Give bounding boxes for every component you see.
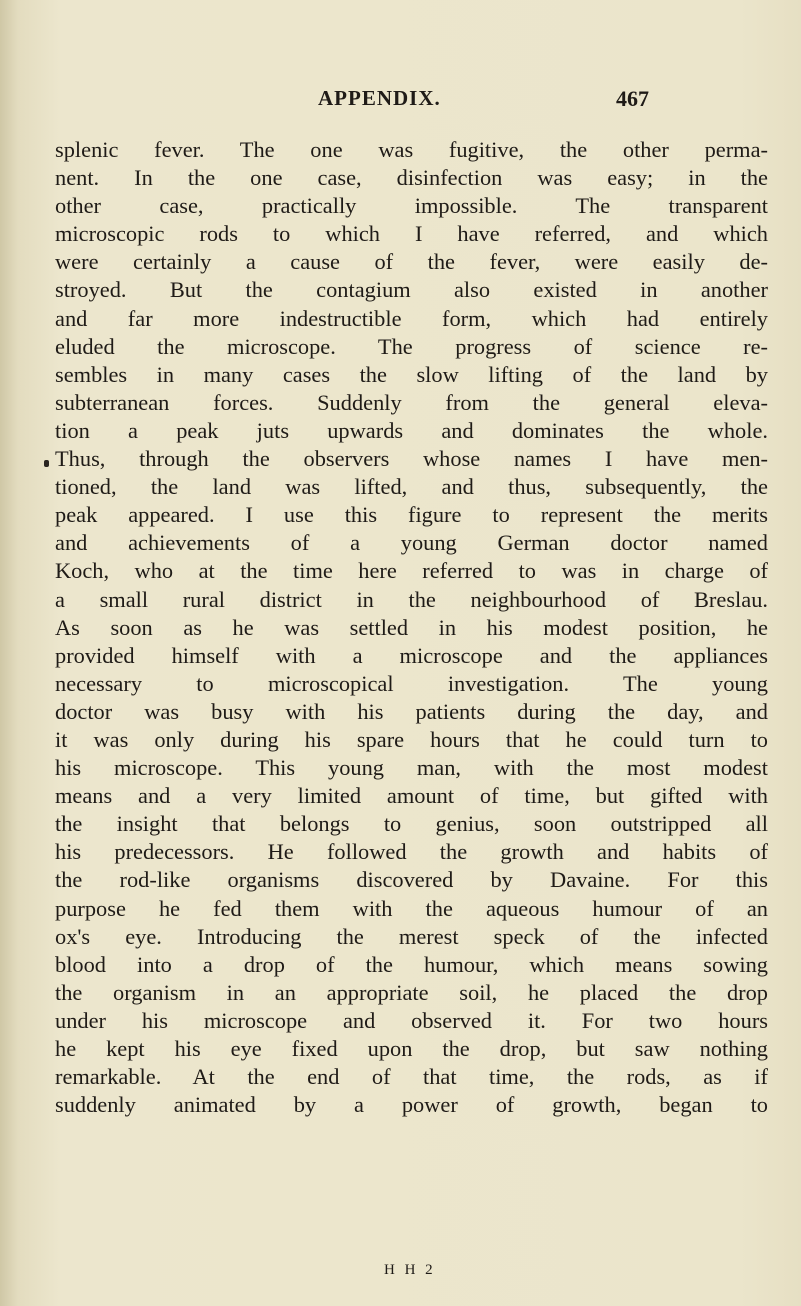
text-line: provided himself with a microscope and the appliances bbox=[55, 642, 768, 668]
text-line: a small rural district in the neighbourhood of Breslau. bbox=[55, 586, 768, 612]
text-line: necessary to microscopical investigation. The young bbox=[55, 670, 768, 696]
text-line: sembles in many cases the slow lifting of the land by bbox=[55, 361, 768, 387]
text-line: and far more indestructible form, which had entirely bbox=[55, 305, 768, 331]
text-line: it was only during his spare hours that he could turn to bbox=[55, 726, 768, 752]
margin-mark bbox=[44, 460, 49, 467]
text-line: microscopic rods to which I have referred, and which bbox=[55, 221, 768, 247]
text-line: Koch, who at the time here referred to was in charge of bbox=[55, 558, 768, 584]
text-line: the rod-like organisms discovered by Davaine. For this bbox=[55, 867, 768, 893]
running-title: APPENDIX. bbox=[318, 86, 441, 110]
page-number: 467 bbox=[616, 86, 649, 111]
text-line: subterranean forces. Suddenly from the general eleva- bbox=[55, 389, 768, 415]
signature-mark: H H 2 bbox=[384, 1262, 436, 1278]
text-line: purpose he fed them with the aqueous humour of an bbox=[55, 895, 768, 921]
text-line: tion a peak juts upwards and dominates the whole. bbox=[55, 417, 768, 443]
text-line: ox's eye. Introducing the merest speck of the infected bbox=[55, 923, 768, 949]
text-line: nent. In the one case, disinfection was easy; in the bbox=[55, 165, 768, 191]
running-head bbox=[0, 86, 801, 116]
text-line: blood into a drop of the humour, which means sowing bbox=[55, 951, 768, 977]
body-text bbox=[55, 136, 768, 1119]
text-line: his predecessors. He followed the growth and habits of bbox=[55, 839, 768, 865]
text-line: remarkable. At the end of that time, the rods, as if bbox=[55, 1064, 768, 1090]
text-line: As soon as he was settled in his modest position, he bbox=[55, 614, 768, 640]
text-line: eluded the microscope. The progress of science re- bbox=[55, 333, 768, 359]
text-line: and achievements of a young German doctor named bbox=[55, 530, 768, 556]
text-line: other case, practically impossible. The transparent bbox=[55, 193, 768, 219]
text-line: splenic fever. The one was fugitive, the other perma- bbox=[55, 137, 768, 162]
text-line: stroyed. But the contagium also existed in another bbox=[55, 277, 768, 303]
text-line: peak appeared. I use this figure to represent the merits bbox=[55, 502, 768, 528]
text-line: were certainly a cause of the fever, were easily de- bbox=[55, 249, 768, 275]
text-line: tioned, the land was lifted, and thus, subsequently, the bbox=[55, 474, 768, 500]
text-line: the organism in an appropriate soil, he placed the drop bbox=[55, 979, 768, 1005]
text-line: suddenly animated by a power of growth, began to bbox=[55, 1092, 768, 1118]
text-line: under his microscope and observed it. For two hours bbox=[55, 1007, 768, 1033]
text-line: Thus, through the observers whose names I have men- bbox=[55, 446, 768, 472]
text-line: the insight that belongs to genius, soon outstripped all bbox=[55, 811, 768, 837]
text-line: he kept his eye fixed upon the drop, but saw nothing bbox=[55, 1036, 768, 1061]
text-line: means and a very limited amount of time, but gifted with bbox=[55, 783, 768, 809]
text-line: his microscope. This young man, with the most modest bbox=[55, 755, 768, 781]
text-line: doctor was busy with his patients during the day, and bbox=[55, 698, 768, 724]
